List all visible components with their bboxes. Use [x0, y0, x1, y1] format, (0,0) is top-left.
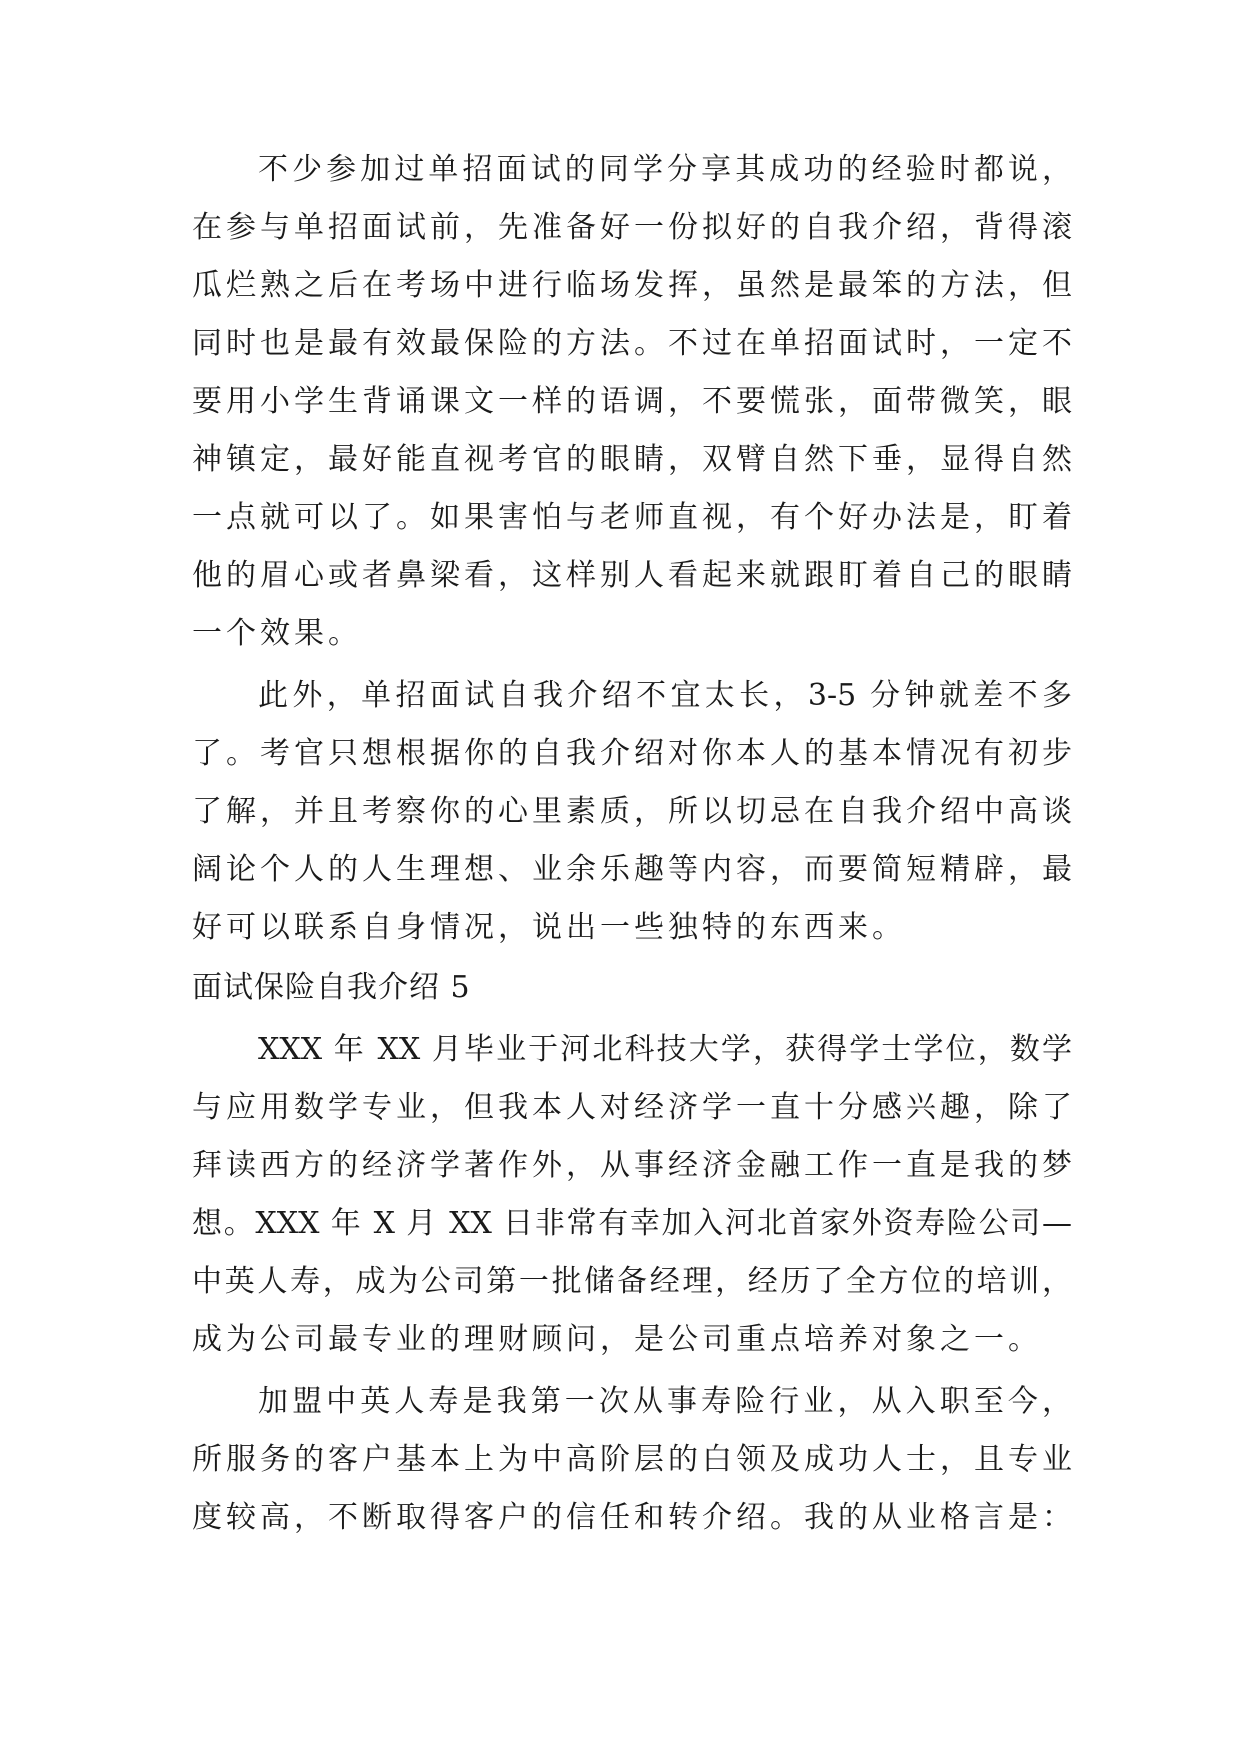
section-heading: 面试保险自我介绍 5 [192, 970, 471, 1005]
text-line: 阔论个人的人生理想、业余乐趣等内容，而要简短精辟，最 [192, 852, 1072, 887]
text-line: 一个效果。 [192, 616, 362, 651]
text-line: 了解，并且考察你的心里素质，所以切忌在自我介绍中高谈 [192, 794, 1072, 829]
text-line: 与应用数学专业，但我本人对经济学一直十分感兴趣，除了 [192, 1090, 1072, 1125]
text-line: 想。XXX 年 X 月 XX 日非常有幸加入河北首家外资寿险公司— [192, 1206, 1072, 1241]
text-line: 了。考官只想根据你的自我介绍对你本人的基本情况有初步 [192, 736, 1072, 771]
text-line: 中英人寿，成为公司第一批储备经理，经历了全方位的培训， [192, 1264, 1072, 1299]
text-line: 他的眉心或者鼻梁看，这样别人看起来就跟盯着自己的眼睛 [192, 558, 1072, 593]
text-line: 要用小学生背诵课文一样的语调，不要慌张，面带微笑，眼 [192, 384, 1072, 419]
text-line: 一点就可以了。如果害怕与老师直视，有个好办法是，盯着 [192, 500, 1072, 535]
text-line: 同时也是最有效最保险的方法。不过在单招面试时，一定不 [192, 326, 1072, 361]
text-line: 不少参加过单招面试的同学分享其成功的经验时都说， [258, 152, 1072, 187]
text-line: 瓜烂熟之后在考场中进行临场发挥，虽然是最笨的方法，但 [192, 268, 1072, 303]
text-line: 度较高，不断取得客户的信任和转介绍。我的从业格言是： [192, 1500, 1072, 1535]
text-line: XXX 年 XX 月毕业于河北科技大学，获得学士学位，数学 [258, 1032, 1072, 1067]
text-line: 此外，单招面试自我介绍不宜太长，3-5 分钟就差不多 [258, 678, 1072, 713]
text-line: 拜读西方的经济学著作外，从事经济金融工作一直是我的梦 [192, 1148, 1072, 1183]
text-line: 神镇定，最好能直视考官的眼睛，双臂自然下垂，显得自然 [192, 442, 1072, 477]
text-line: 成为公司最专业的理财顾问，是公司重点培养对象之一。 [192, 1322, 1042, 1357]
text-line: 好可以联系自身情况，说出一些独特的东西来。 [192, 910, 906, 945]
text-line: 在参与单招面试前，先准备好一份拟好的自我介绍，背得滚 [192, 210, 1072, 245]
text-line: 所服务的客户基本上为中高阶层的白领及成功人士，且专业 [192, 1442, 1072, 1477]
text-line: 加盟中英人寿是我第一次从事寿险行业，从入职至今， [258, 1384, 1072, 1419]
